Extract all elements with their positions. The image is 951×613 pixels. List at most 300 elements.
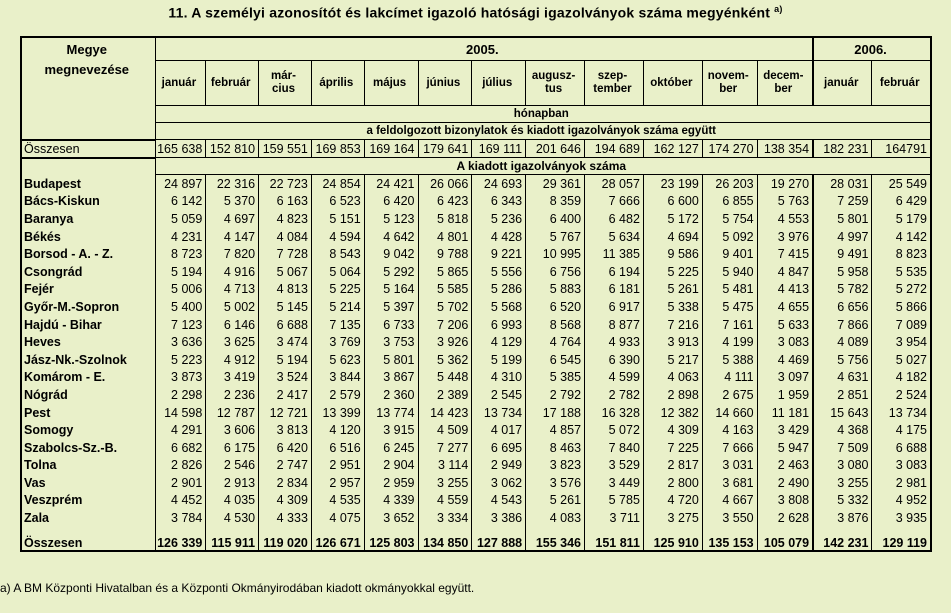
value-cell: 7 840 [585,439,644,457]
value-cell: 6 163 [259,193,312,211]
value-cell: 12 787 [206,404,259,422]
value-cell: 135 153 [702,527,757,551]
table-row [21,527,931,551]
value-cell: 3 080 [813,457,872,475]
value-cell: 13 734 [472,404,526,422]
value-cell: 3 954 [872,333,931,351]
value-cell: 7 866 [813,316,872,334]
table-row [21,369,931,387]
value-cell: 28 031 [813,175,872,193]
month-header [155,61,206,106]
value-cell: 5 475 [702,298,757,316]
county-name-cell: Jász-Nk.-Szolnok [21,351,155,369]
value-cell: 29 361 [526,175,585,193]
month-header [757,61,813,106]
value-cell: 25 549 [872,175,931,193]
value-cell: 182 231 [813,140,872,158]
value-cell: 5 585 [418,281,472,299]
month-header [364,61,418,106]
value-cell: 4 428 [472,228,526,246]
value-cell: 5 568 [472,298,526,316]
value-cell: 14 423 [418,404,472,422]
value-cell: 11 181 [757,404,813,422]
county-name-cell: Zala [21,509,155,527]
value-cell: 4 823 [259,210,312,228]
table-row [21,509,931,527]
value-cell: 7 666 [702,439,757,457]
value-cell: 164791 [872,140,931,158]
value-cell: 4 083 [526,509,585,527]
value-cell: 2 782 [585,386,644,404]
value-cell: 4 952 [872,492,931,510]
value-cell: 3 097 [757,369,813,387]
value-cell: 3 976 [757,228,813,246]
value-cell: 2 800 [643,474,702,492]
county-name-cell: Heves [21,333,155,351]
value-cell: 4 333 [259,509,312,527]
value-cell: 4 599 [585,369,644,387]
value-cell: 179 641 [418,140,472,158]
value-cell: 7 259 [813,193,872,211]
value-cell: 19 270 [757,175,813,193]
value-cell: 4 509 [418,421,472,439]
table-row [21,404,931,422]
value-cell: 6 390 [585,351,644,369]
value-cell: 5 072 [585,421,644,439]
value-cell: 3 419 [206,369,259,387]
month-header [259,61,312,106]
value-cell: 3 769 [311,333,364,351]
table-row [21,175,931,193]
value-cell: 3 784 [155,509,206,527]
value-cell: 4 163 [702,421,757,439]
value-cell: 5 172 [643,210,702,228]
value-cell: 151 811 [585,527,644,551]
value-cell: 4 120 [311,421,364,439]
value-cell: 2 490 [757,474,813,492]
value-cell: 4 310 [472,369,526,387]
value-cell: 2 675 [702,386,757,404]
value-cell: 4 147 [206,228,259,246]
month-header-line: cius [271,83,295,95]
value-cell: 2 389 [418,386,472,404]
value-cell: 7 216 [643,316,702,334]
value-cell: 6 245 [364,439,418,457]
value-cell: 12 382 [643,404,702,422]
value-cell: 5 702 [418,298,472,316]
value-cell: 4 469 [757,351,813,369]
table-row [21,386,931,404]
value-cell: 2 981 [872,474,931,492]
value-cell: 5 763 [757,193,813,211]
value-cell: 22 316 [206,175,259,193]
value-cell: 4 111 [702,369,757,387]
value-cell: 1 959 [757,386,813,404]
value-cell: 134 850 [418,527,472,551]
value-cell: 3 867 [364,369,418,387]
table-row [21,421,931,439]
value-cell: 2 545 [472,386,526,404]
value-cell: 4 713 [206,281,259,299]
value-cell: 126 671 [311,527,364,551]
value-cell: 5 756 [813,351,872,369]
value-cell: 6 516 [311,439,364,457]
value-cell: 4 035 [206,492,259,510]
value-cell: 7 135 [311,316,364,334]
value-cell: 125 910 [643,527,702,551]
value-cell: 5 865 [418,263,472,281]
county-name-cell: Pest [21,404,155,422]
value-cell: 5 092 [702,228,757,246]
month-header-line: január [161,76,197,89]
month-header-line: április [319,76,354,89]
value-cell: 4 694 [643,228,702,246]
month-header-line: novem- [707,70,749,82]
county-name-cell: Tolna [21,457,155,475]
value-cell: 7 161 [702,316,757,334]
footnote: a) A BM Központi Hivatalban és a Központi Okmányirodában kiadott okmányokkal együtt. [0,581,475,595]
value-cell: 4 916 [206,263,259,281]
county-name-cell: Győr-M.-Sopron [21,298,155,316]
value-cell: 4 309 [643,421,702,439]
value-cell: 4 720 [643,492,702,510]
value-cell: 3 823 [526,457,585,475]
value-cell: 169 164 [364,140,418,158]
value-cell: 155 346 [526,527,585,551]
table-row [21,439,931,457]
value-cell: 4 017 [472,421,526,439]
value-cell: 6 420 [259,439,312,457]
table-row [21,333,931,351]
value-cell: 4 291 [155,421,206,439]
value-cell: 5 338 [643,298,702,316]
value-cell: 4 231 [155,228,206,246]
value-cell: 5 633 [757,316,813,334]
value-cell: 5 767 [526,228,585,246]
value-cell: 2 826 [155,457,206,475]
value-cell: 28 057 [585,175,644,193]
value-cell: 4 933 [585,333,644,351]
value-cell: 194 689 [585,140,644,158]
value-cell: 3 083 [757,333,813,351]
value-cell: 5 151 [311,210,364,228]
county-name-cell: Vas [21,474,155,492]
month-header-line: augusz- [531,70,576,82]
table-row [21,351,931,369]
value-cell: 4 309 [259,492,312,510]
value-cell: 4 642 [364,228,418,246]
value-cell: 5 958 [813,263,872,281]
value-cell: 4 857 [526,421,585,439]
value-cell: 5 261 [526,492,585,510]
county-header-line2: megnevezése [44,62,130,77]
value-cell: 2 898 [643,386,702,404]
value-cell: 6 343 [472,193,526,211]
month-header [813,61,872,106]
value-cell: 4 667 [702,492,757,510]
table-row [21,263,931,281]
value-cell: 3 062 [472,474,526,492]
table-container [20,36,932,552]
value-cell: 6 756 [526,263,585,281]
value-cell: 6 656 [813,298,872,316]
value-cell: 4 813 [259,281,312,299]
value-cell: 4 413 [757,281,813,299]
year-2006-header: 2006. [813,37,931,61]
value-cell: 169 853 [311,140,364,158]
value-cell: 3 808 [757,492,813,510]
value-cell: 4 182 [872,369,931,387]
value-cell: 4 530 [206,509,259,527]
value-cell: 5 556 [472,263,526,281]
value-cell: 4 631 [813,369,872,387]
table-row [21,281,931,299]
county-name-cell: Budapest [21,175,155,193]
table-row [21,457,931,475]
value-cell: 4 801 [418,228,472,246]
value-cell: 2 628 [757,509,813,527]
county-name-cell: Borsod - A. - Z. [21,245,155,263]
value-cell: 5 236 [472,210,526,228]
value-cell: 6 682 [155,439,206,457]
table-title [0,4,951,21]
value-cell: 129 119 [872,527,931,551]
month-header [418,61,472,106]
month-header-line: február [210,76,251,89]
value-cell: 6 520 [526,298,585,316]
value-cell: 5 332 [813,492,872,510]
section-month-header: hónapban [155,106,931,123]
county-name-cell: Somogy [21,421,155,439]
value-cell: 2 524 [872,386,931,404]
month-header-row [21,61,931,106]
value-cell: 174 270 [702,140,757,158]
value-cell: 5 225 [643,263,702,281]
value-cell: 165 638 [155,140,206,158]
value-cell: 7 509 [813,439,872,457]
table-row [21,298,931,316]
value-cell: 3 753 [364,333,418,351]
value-cell: 3 915 [364,421,418,439]
value-cell: 5 362 [418,351,472,369]
month-header-line: szep- [597,70,628,82]
value-cell: 159 551 [259,140,312,158]
value-cell: 5 292 [364,263,418,281]
value-cell: 5 164 [364,281,418,299]
value-cell: 142 231 [813,527,872,551]
value-cell: 2 834 [259,474,312,492]
value-cell: 5 785 [585,492,644,510]
value-cell: 7 089 [872,316,931,334]
month-header-line: október [650,76,693,89]
value-cell: 5 194 [259,351,312,369]
value-cell: 3 926 [418,333,472,351]
value-cell: 5 754 [702,210,757,228]
value-cell: 201 646 [526,140,585,158]
value-cell: 6 688 [259,316,312,334]
value-cell: 5 448 [418,369,472,387]
value-cell: 6 142 [155,193,206,211]
value-cell: 7 225 [643,439,702,457]
value-cell: 5 272 [872,281,931,299]
value-cell: 3 873 [155,369,206,387]
value-cell: 2 579 [311,386,364,404]
value-cell: 3 449 [585,474,644,492]
value-cell: 2 913 [206,474,259,492]
value-cell: 9 221 [472,245,526,263]
month-header [526,61,585,106]
value-cell: 6 146 [206,316,259,334]
county-name-cell: Csongrád [21,263,155,281]
value-cell: 5 634 [585,228,644,246]
month-header-line: június [426,76,461,89]
value-cell: 162 127 [643,140,702,158]
value-cell: 5 225 [311,281,364,299]
value-cell: 105 079 [757,527,813,551]
value-cell: 2 951 [311,457,364,475]
value-cell: 4 199 [702,333,757,351]
value-cell: 5 123 [364,210,418,228]
value-cell: 4 697 [206,210,259,228]
value-cell: 6 175 [206,439,259,457]
value-cell: 5 400 [155,298,206,316]
value-cell: 6 695 [472,439,526,457]
value-cell: 8 823 [872,245,931,263]
value-cell: 4 089 [813,333,872,351]
value-cell: 6 993 [472,316,526,334]
title-text: 11. A személyi azonosítót és lakcímet igazoló hatósági igazolványok száma megyénként [168,4,771,21]
value-cell: 13 399 [311,404,364,422]
title-footnote-marker: a) [774,4,783,14]
county-name-cell: Veszprém [21,492,155,510]
value-cell: 4 075 [311,509,364,527]
value-cell: 2 463 [757,457,813,475]
value-cell: 6 855 [702,193,757,211]
value-cell: 138 354 [757,140,813,158]
value-cell: 2 546 [206,457,259,475]
month-header [472,61,526,106]
value-cell: 5 286 [472,281,526,299]
value-cell: 2 957 [311,474,364,492]
value-cell: 24 854 [311,175,364,193]
value-cell: 5 145 [259,298,312,316]
county-name-cell: Nógrád [21,386,155,404]
value-cell: 5 397 [364,298,418,316]
value-cell: 4 142 [872,228,931,246]
blank-cell [21,106,155,123]
value-cell: 6 482 [585,210,644,228]
value-cell: 3 606 [206,421,259,439]
value-cell: 5 370 [206,193,259,211]
value-cell: 4 543 [472,492,526,510]
county-name-cell: Összesen [21,140,155,158]
value-cell: 26 066 [418,175,472,193]
value-cell: 9 401 [702,245,757,263]
value-cell: 15 643 [813,404,872,422]
value-cell: 7 123 [155,316,206,334]
value-cell: 4 559 [418,492,472,510]
value-cell: 5 940 [702,263,757,281]
value-cell: 2 904 [364,457,418,475]
value-cell: 3 550 [702,509,757,527]
value-cell: 4 339 [364,492,418,510]
value-cell: 3 652 [364,509,418,527]
value-cell: 3 255 [813,474,872,492]
value-cell: 3 681 [702,474,757,492]
value-cell: 3 576 [526,474,585,492]
value-cell: 3 876 [813,509,872,527]
table-body [21,140,931,551]
year-2005-header: 2005. [155,37,813,61]
value-cell: 6 545 [526,351,585,369]
value-cell: 3 275 [643,509,702,527]
county-name-cell: Összesen [21,527,155,551]
value-cell: 4 912 [206,351,259,369]
value-cell: 8 543 [311,245,364,263]
section-row [21,158,931,175]
value-cell: 3 083 [872,457,931,475]
month-header-line: decem- [763,70,804,82]
county-header-line1: Megye [66,42,107,57]
value-cell: 3 255 [418,474,472,492]
value-cell: 22 723 [259,175,312,193]
value-cell: 9 042 [364,245,418,263]
month-header-line: július [482,76,513,89]
value-cell: 6 400 [526,210,585,228]
value-cell: 5 217 [643,351,702,369]
value-cell: 6 688 [872,439,931,457]
value-cell: 5 385 [526,369,585,387]
value-cell: 4 175 [872,421,931,439]
value-cell: 4 553 [757,210,813,228]
value-cell: 11 385 [585,245,644,263]
value-cell: 4 535 [311,492,364,510]
value-cell: 7 277 [418,439,472,457]
value-cell: 127 888 [472,527,526,551]
value-cell: 5 481 [702,281,757,299]
value-cell: 5 261 [643,281,702,299]
county-name-cell: Fejér [21,281,155,299]
month-header-line: ber [774,83,793,95]
month-header [702,61,757,106]
value-cell: 5 199 [472,351,526,369]
table-row [21,228,931,246]
value-cell: 3 529 [585,457,644,475]
blank-cell [21,158,155,175]
value-cell: 115 911 [206,527,259,551]
value-cell: 12 721 [259,404,312,422]
value-cell: 2 851 [813,386,872,404]
value-cell: 16 328 [585,404,644,422]
value-cell: 4 847 [757,263,813,281]
value-cell: 5 801 [364,351,418,369]
value-cell: 4 997 [813,228,872,246]
value-cell: 24 693 [472,175,526,193]
value-cell: 9 491 [813,245,872,263]
value-cell: 7 820 [206,245,259,263]
table-row [21,245,931,263]
value-cell: 3 625 [206,333,259,351]
value-cell: 2 360 [364,386,418,404]
value-cell: 5 064 [311,263,364,281]
value-cell: 5 818 [418,210,472,228]
value-cell: 23 199 [643,175,702,193]
value-cell: 8 359 [526,193,585,211]
value-cell: 9 788 [418,245,472,263]
value-cell: 6 194 [585,263,644,281]
value-cell: 13 774 [364,404,418,422]
month-header-line: január [824,76,859,89]
